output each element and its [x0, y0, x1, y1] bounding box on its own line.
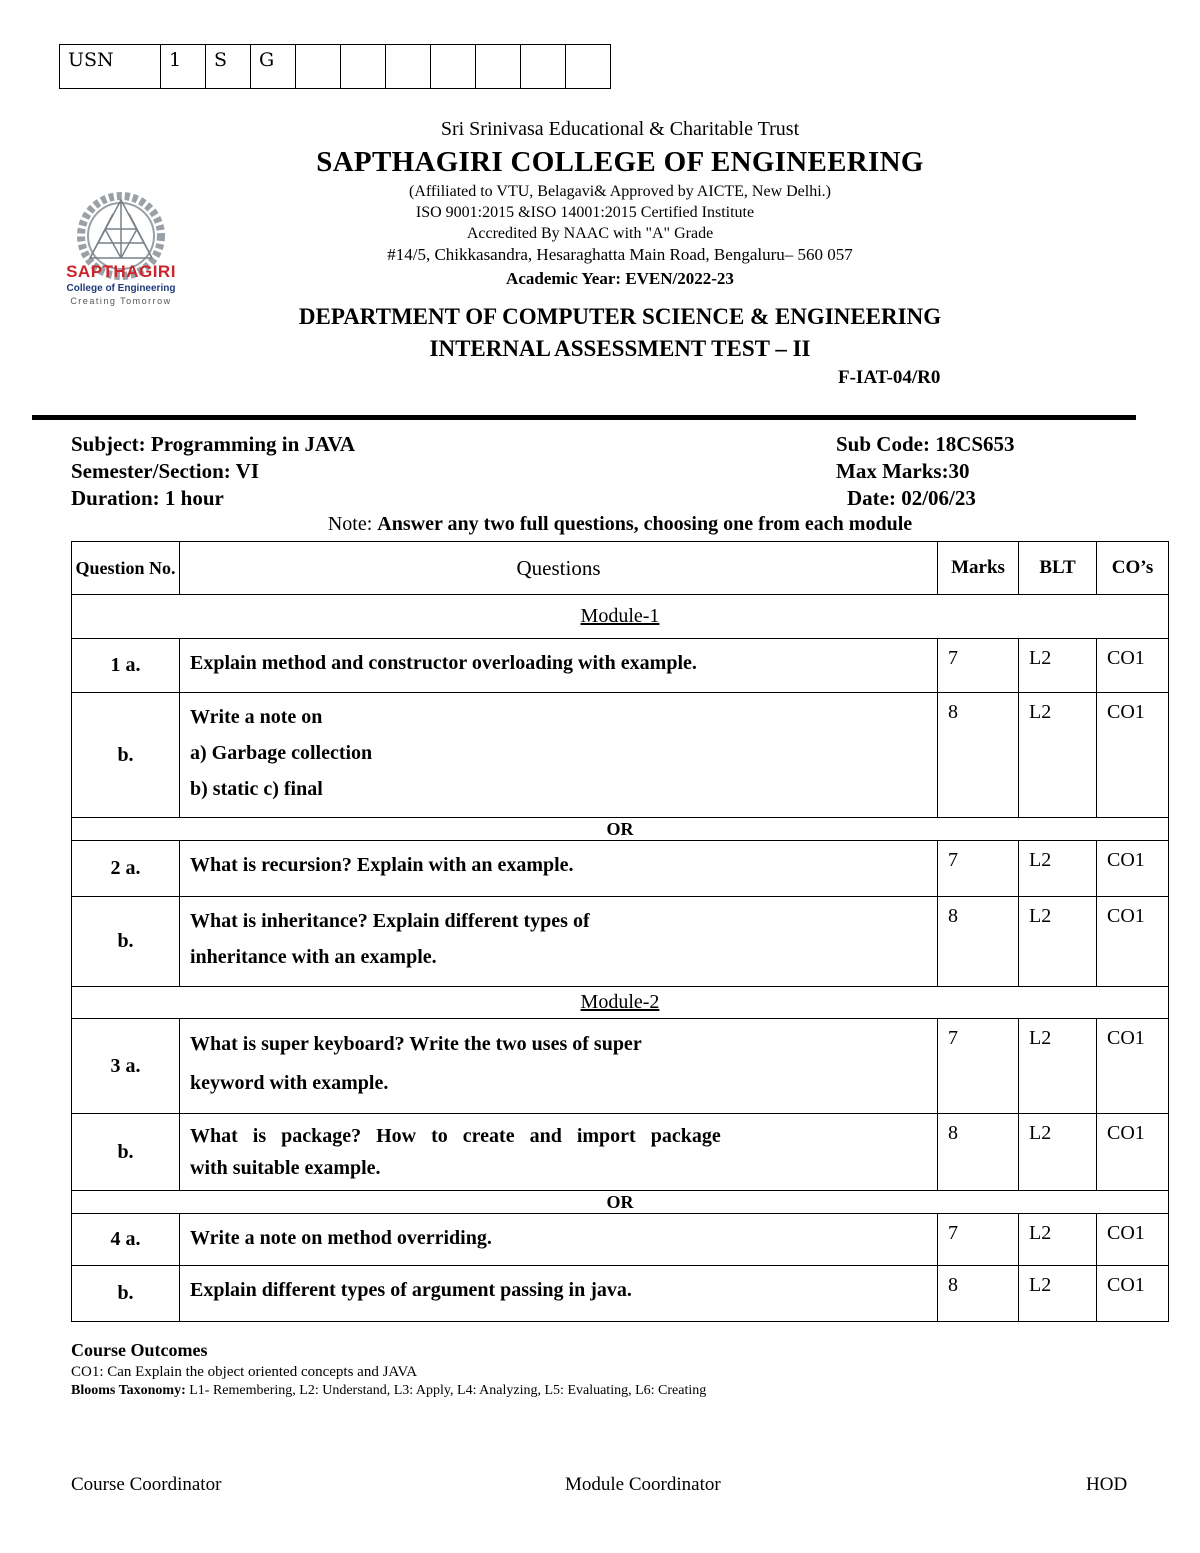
question-number: 4 a. — [72, 1214, 180, 1266]
course-outcomes-title: Course Outcomes — [71, 1340, 208, 1360]
table-row — [72, 1214, 1169, 1266]
table-row — [72, 1266, 1169, 1322]
course-coordinator-label: Course Coordinator — [71, 1474, 222, 1495]
co1-text: CO1: Can Explain the object oriented concepts and JAVA — [71, 1364, 418, 1380]
test-title: INTERNAL ASSESSMENT TEST – II — [429, 336, 811, 361]
or-separator: OR — [72, 818, 1169, 841]
blooms-label: Blooms Taxonomy: — [71, 1383, 186, 1398]
question-line: a) Garbage collection — [190, 742, 373, 764]
usn-cell — [476, 45, 521, 89]
co-cell: CO1 — [1097, 897, 1169, 987]
question-text — [180, 1214, 938, 1266]
department-name: DEPARTMENT OF COMPUTER SCIENCE & ENGINEERING — [298, 304, 942, 329]
iso-text: ISO 9001:2015 &ISO 14001:2015 Certified Institute — [415, 204, 755, 221]
table-row — [72, 1114, 1169, 1191]
blooms-taxonomy — [71, 1383, 706, 1399]
question-line: Write a note on method overriding. — [190, 1227, 492, 1249]
question-line: with suitable example. — [190, 1157, 381, 1179]
table-row — [72, 841, 1169, 897]
question-text — [180, 1019, 938, 1114]
header-qno: Question No. — [72, 542, 180, 595]
usn-cell — [566, 45, 611, 89]
form-code: F-IAT-04/R0 — [838, 367, 941, 388]
max-marks-field: Max Marks:30 — [836, 459, 970, 483]
marks-cell: 8 — [938, 693, 1019, 818]
question-text — [180, 841, 938, 897]
question-text — [180, 897, 938, 987]
blooms-text: L1- Remembering, L2: Understand, L3: Apply, L4: Analyzing, L5: Evaluating, L6: Creating — [185, 1383, 707, 1398]
marks-cell: 8 — [938, 1114, 1019, 1191]
question-number: b. — [72, 897, 180, 987]
header-cos: CO’s — [1097, 542, 1169, 595]
usn-label: USN — [60, 45, 161, 89]
marks-cell: 7 — [938, 1019, 1019, 1114]
header-marks: Marks — [938, 542, 1019, 595]
table-row — [72, 639, 1169, 693]
question-line: inheritance with an example. — [190, 946, 437, 968]
logo-tagline: Creating Tomorrow — [70, 296, 172, 306]
module-heading: Module-1 — [72, 595, 1169, 639]
blt-cell: L2 — [1019, 693, 1097, 818]
co-cell: CO1 — [1097, 693, 1169, 818]
question-line: What is package? How to create and import package — [190, 1125, 721, 1147]
note — [0, 513, 1200, 536]
usn-cell: S — [206, 45, 251, 89]
marks-cell: 8 — [938, 1266, 1019, 1322]
module-heading: Module-2 — [72, 987, 1169, 1019]
table-row — [72, 693, 1169, 818]
header-blt: BLT — [1019, 542, 1097, 595]
blt-cell: L2 — [1019, 1214, 1097, 1266]
marks-cell: 7 — [938, 639, 1019, 693]
question-text — [180, 1114, 938, 1191]
usn-cell — [296, 45, 341, 89]
marks-cell: 7 — [938, 841, 1019, 897]
question-line: keyword with example. — [190, 1072, 389, 1094]
marks-cell: 8 — [938, 897, 1019, 987]
question-line: b) static c) final — [190, 778, 323, 800]
usn-box — [59, 44, 611, 89]
co-cell: CO1 — [1097, 841, 1169, 897]
question-number: b. — [72, 1114, 180, 1191]
blt-cell: L2 — [1019, 1114, 1097, 1191]
co-cell: CO1 — [1097, 639, 1169, 693]
question-text — [180, 693, 938, 818]
co-cell: CO1 — [1097, 1019, 1169, 1114]
affiliation-text: (Affiliated to VTU, Belagavi& Approved by AICTE, New Delhi.) — [409, 183, 831, 200]
question-line: What is super keyboard? Write the two uses of super — [190, 1033, 642, 1055]
co-cell: CO1 — [1097, 1114, 1169, 1191]
note-text: Answer any two full questions, choosing one from each module — [377, 513, 913, 535]
module-coordinator-label: Module Coordinator — [565, 1474, 721, 1495]
or-separator: OR — [72, 1191, 1169, 1214]
trust-name: Sri Srinivasa Educational & Charitable Trust — [440, 118, 800, 140]
question-number: 2 a. — [72, 841, 180, 897]
question-number: b. — [72, 693, 180, 818]
logo-subtitle: College of Engineering — [66, 283, 176, 294]
header-questions: Questions — [180, 542, 938, 595]
question-number: b. — [72, 1266, 180, 1322]
blt-cell: L2 — [1019, 1019, 1097, 1114]
usn-cell: 1 — [161, 45, 206, 89]
blt-cell: L2 — [1019, 1266, 1097, 1322]
question-line: Explain different types of argument passing in java. — [190, 1279, 632, 1301]
co-cell: CO1 — [1097, 1266, 1169, 1322]
question-number: 3 a. — [72, 1019, 180, 1114]
semester-field: Semester/Section: VI — [71, 459, 259, 483]
blt-cell: L2 — [1019, 639, 1097, 693]
date-field: Date: 02/06/23 — [847, 486, 976, 510]
sub-code-field: Sub Code: 18CS653 — [836, 432, 1015, 456]
table-header-row — [72, 542, 1169, 595]
naac-text: Accredited By NAAC with "A" Grade — [466, 225, 714, 242]
marks-cell: 7 — [938, 1214, 1019, 1266]
usn-cell — [341, 45, 386, 89]
logo-title: SAPTHAGIRI — [66, 262, 176, 281]
header-divider — [32, 415, 1136, 420]
questions-table — [71, 541, 1169, 1322]
usn-cell — [521, 45, 566, 89]
note-label: Note: — [327, 513, 373, 535]
question-number: 1 a. — [72, 639, 180, 693]
co-cell: CO1 — [1097, 1214, 1169, 1266]
subject-field: Subject: Programming in JAVA — [71, 432, 356, 456]
blt-cell: L2 — [1019, 841, 1097, 897]
usn-cell: G — [251, 45, 296, 89]
question-line: Explain method and constructor overloading with example. — [190, 652, 697, 674]
college-name: SAPTHAGIRI COLLEGE OF ENGINEERING — [316, 146, 924, 178]
question-text — [180, 639, 938, 693]
academic-year: Academic Year: EVEN/2022-23 — [506, 269, 734, 288]
hod-label: HOD — [1086, 1474, 1128, 1495]
question-line: Write a note on — [190, 706, 323, 728]
duration-field: Duration: 1 hour — [71, 486, 224, 510]
question-line: What is recursion? Explain with an example. — [190, 854, 574, 876]
table-row — [72, 897, 1169, 987]
usn-cell — [431, 45, 476, 89]
table-row — [72, 1019, 1169, 1114]
blt-cell: L2 — [1019, 897, 1097, 987]
usn-cell — [386, 45, 431, 89]
address-text: #14/5, Chikkasandra, Hesaraghatta Main Road, Bengaluru– 560 057 — [387, 245, 853, 264]
question-line: What is inheritance? Explain different types of — [190, 910, 590, 932]
question-text — [180, 1266, 938, 1322]
